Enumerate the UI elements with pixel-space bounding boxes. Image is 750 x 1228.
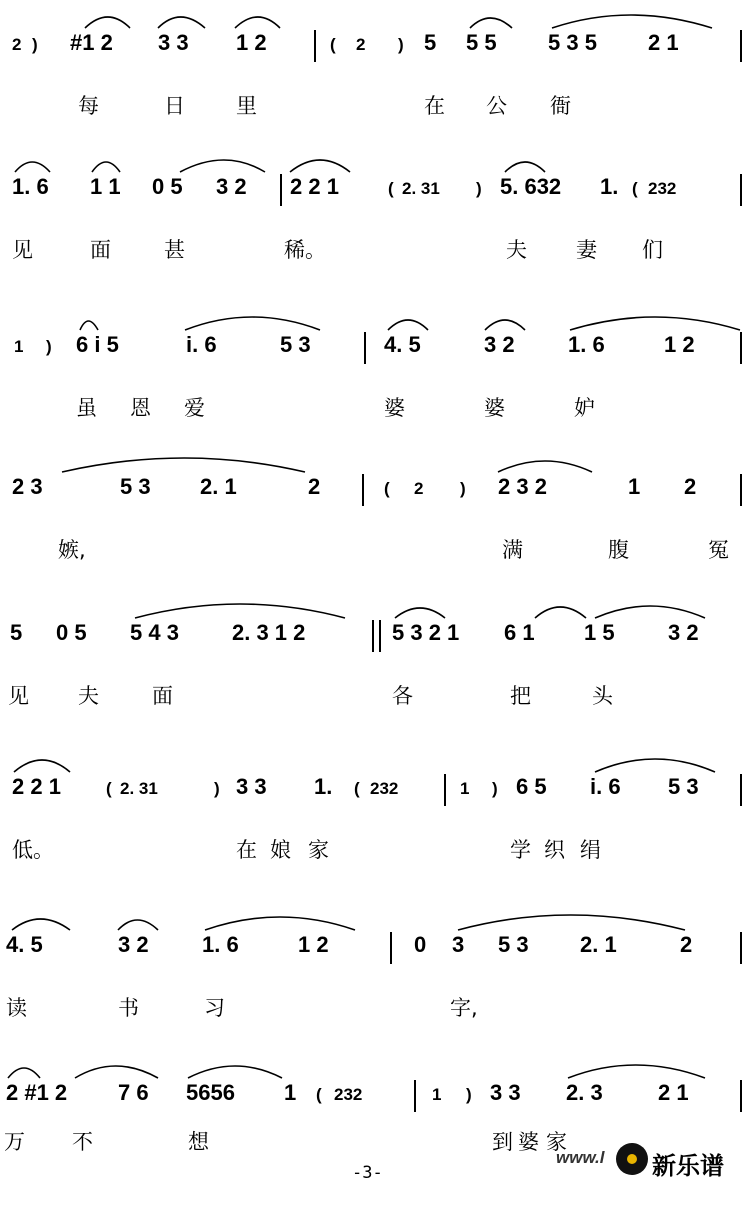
barline bbox=[740, 932, 742, 964]
barline bbox=[280, 174, 282, 206]
lyric: 见 bbox=[12, 238, 33, 262]
note-group: 2. 3 bbox=[566, 1080, 603, 1105]
note-group: 2 1 bbox=[648, 30, 679, 55]
lyric: 习 bbox=[204, 996, 225, 1020]
note: 1 bbox=[628, 474, 641, 499]
note-group: 5 3 2 1 bbox=[392, 620, 460, 645]
note: 1 bbox=[432, 1085, 442, 1104]
lyric: 家 bbox=[308, 838, 329, 862]
watermark-url: www.l bbox=[556, 1148, 605, 1167]
lyric: 虽 bbox=[76, 396, 97, 420]
note: 1 bbox=[284, 1080, 297, 1105]
note-group: 4. 5 bbox=[384, 332, 421, 357]
bracket-open: ( bbox=[330, 35, 336, 54]
lyric: 读 bbox=[6, 996, 27, 1020]
note-group: 6 i 5 bbox=[76, 332, 119, 357]
note-group: 2. 31 bbox=[120, 779, 158, 798]
note-group: 3 3 bbox=[158, 30, 189, 55]
slur-marks bbox=[0, 1052, 750, 1082]
bracket-close: ) bbox=[476, 179, 482, 198]
lyric: 甚 bbox=[164, 238, 185, 262]
barline bbox=[314, 30, 316, 62]
note-group: 5 3 bbox=[668, 774, 699, 799]
note-group: 2 2 1 bbox=[12, 774, 61, 799]
lyric: 各 bbox=[392, 684, 413, 708]
barline bbox=[364, 332, 366, 364]
note-group: 1. 6 bbox=[12, 174, 49, 199]
lyric: 头 bbox=[592, 684, 613, 708]
bracket-open: ( bbox=[354, 779, 360, 798]
lyric: 字, bbox=[450, 996, 478, 1020]
page-number: -3- bbox=[352, 1163, 383, 1183]
note-group: 1 5 bbox=[584, 620, 615, 645]
lyric: 里 bbox=[236, 94, 257, 118]
lyric: 冤 bbox=[708, 538, 729, 562]
note: 2 bbox=[356, 35, 366, 54]
note-group: i. 6 bbox=[590, 774, 621, 799]
note-group: 4. 5 bbox=[6, 932, 43, 957]
note-group: 1 2 bbox=[236, 30, 267, 55]
note-group: 6 5 bbox=[516, 774, 547, 799]
note: 2 bbox=[308, 474, 321, 499]
note: 3 bbox=[452, 932, 465, 957]
bracket-close: ) bbox=[32, 35, 38, 54]
bracket-close: ) bbox=[398, 35, 404, 54]
lyric: 把 bbox=[510, 684, 531, 708]
note-group: 5 3 5 bbox=[548, 30, 597, 55]
barline bbox=[390, 932, 392, 964]
note-group: 5. 632 bbox=[500, 174, 562, 199]
barline bbox=[740, 1080, 742, 1112]
note: 1 bbox=[14, 337, 24, 356]
note-group: 2. 1 bbox=[580, 932, 617, 957]
barline bbox=[740, 30, 742, 62]
note-group: 232 bbox=[648, 179, 677, 198]
notation-row bbox=[0, 1078, 750, 1118]
bracket-close: ) bbox=[214, 779, 220, 798]
lyric: 书 bbox=[118, 996, 139, 1020]
lyric: 婆 bbox=[484, 396, 505, 420]
note-group: 5 3 bbox=[280, 332, 311, 357]
note-group: 7 6 bbox=[118, 1080, 149, 1105]
lyric: 每 bbox=[78, 94, 99, 118]
lyric: 学 bbox=[510, 838, 531, 862]
lyric: 嫉, bbox=[58, 538, 86, 562]
note-group: 1 1 bbox=[90, 174, 121, 199]
lyric: 妒 bbox=[574, 396, 595, 420]
barline bbox=[362, 474, 364, 506]
bracket-close: ) bbox=[492, 779, 498, 798]
lyric: 到 bbox=[492, 1130, 513, 1154]
lyric: 万 bbox=[4, 1130, 25, 1154]
score-system-2 bbox=[0, 172, 750, 322]
lyric: 绢 bbox=[580, 838, 601, 862]
lyric: 稀。 bbox=[284, 238, 326, 262]
bracket-open: ( bbox=[316, 1085, 322, 1104]
lyric: 想 bbox=[188, 1130, 209, 1154]
note-group: 3 2 bbox=[668, 620, 699, 645]
notation-row bbox=[0, 618, 750, 658]
barline bbox=[740, 174, 742, 206]
note-group: 1 2 bbox=[664, 332, 695, 357]
lyric: 日 bbox=[164, 94, 185, 118]
lyric: 在 bbox=[424, 94, 445, 118]
slur-marks bbox=[0, 904, 750, 934]
notation-row bbox=[0, 28, 750, 68]
note-group: 3 3 bbox=[490, 1080, 521, 1105]
barline bbox=[740, 332, 742, 364]
lyric: 们 bbox=[642, 238, 663, 262]
note-group: 2. 3 1 2 bbox=[232, 620, 306, 645]
note-group: 2 1 bbox=[658, 1080, 689, 1105]
bracket-open: ( bbox=[388, 179, 394, 198]
note-group: 5 5 bbox=[466, 30, 497, 55]
note-group: #1 2 bbox=[70, 30, 113, 55]
note-group: 2 3 2 bbox=[498, 474, 547, 499]
note-group: 1 2 bbox=[298, 932, 329, 957]
note-group: 232 bbox=[370, 779, 399, 798]
vinyl-record-icon bbox=[616, 1143, 648, 1175]
note: 1. bbox=[600, 174, 619, 199]
lyric: 织 bbox=[544, 838, 565, 862]
bracket-open: ( bbox=[384, 479, 390, 498]
note-group: 1. 6 bbox=[202, 932, 239, 957]
lyric: 婆 bbox=[384, 396, 405, 420]
note-group: 5 3 bbox=[498, 932, 529, 957]
barline bbox=[372, 620, 381, 652]
note-group: 1. 6 bbox=[568, 332, 605, 357]
barline bbox=[740, 774, 742, 806]
note-group: 0 5 bbox=[56, 620, 87, 645]
note-group: 5656 bbox=[186, 1080, 235, 1105]
lyric: 夫 bbox=[506, 238, 527, 262]
note: 5 bbox=[10, 620, 23, 645]
note: 2 bbox=[680, 932, 693, 957]
note-group: 5 4 3 bbox=[130, 620, 179, 645]
lyric: 满 bbox=[502, 538, 523, 562]
notation-row bbox=[0, 330, 750, 370]
lyric: 腹 bbox=[608, 538, 629, 562]
lyric: 衙 bbox=[550, 94, 571, 118]
note: 2 bbox=[12, 35, 22, 54]
note: 2 bbox=[684, 474, 697, 499]
lyric: 见 bbox=[8, 684, 29, 708]
note-group: 2 #1 2 bbox=[6, 1080, 68, 1105]
lyric: 在 bbox=[236, 838, 257, 862]
slur-marks bbox=[0, 746, 750, 776]
note-group: i. 6 bbox=[186, 332, 217, 357]
note-group: 2 2 1 bbox=[290, 174, 339, 199]
notation-row bbox=[0, 772, 750, 812]
note-group: 5 3 bbox=[120, 474, 151, 499]
notation-row bbox=[0, 472, 750, 512]
note-group: 2 3 bbox=[12, 474, 43, 499]
site-logo-text: 新乐谱 bbox=[652, 1152, 724, 1180]
lyric: 家 bbox=[546, 1130, 567, 1154]
bracket-open: ( bbox=[106, 779, 112, 798]
note-group: 2. 31 bbox=[402, 179, 440, 198]
note: 1. bbox=[314, 774, 333, 799]
note-group: 0 5 bbox=[152, 174, 183, 199]
lyric: 面 bbox=[152, 684, 173, 708]
note-group: 3 2 bbox=[216, 174, 247, 199]
note-group: 232 bbox=[334, 1085, 363, 1104]
notation-row bbox=[0, 930, 750, 970]
note-group: 3 2 bbox=[118, 932, 149, 957]
lyric: 婆 bbox=[518, 1130, 539, 1154]
lyric: 夫 bbox=[78, 684, 99, 708]
notation-row bbox=[0, 172, 750, 212]
bracket-close: ) bbox=[460, 479, 466, 498]
lyric: 妻 bbox=[576, 238, 597, 262]
lyric: 公 bbox=[486, 94, 507, 118]
bracket-close: ) bbox=[466, 1085, 472, 1104]
note-group: 3 2 bbox=[484, 332, 515, 357]
lyric: 娘 bbox=[270, 838, 291, 862]
note: 5 bbox=[424, 30, 437, 55]
lyric: 低。 bbox=[12, 838, 54, 862]
note: 1 bbox=[460, 779, 470, 798]
note-group: 3 3 bbox=[236, 774, 267, 799]
note-group: 2. 1 bbox=[200, 474, 237, 499]
bracket-close: ) bbox=[46, 337, 52, 356]
note: 0 bbox=[414, 932, 427, 957]
lyric: 恩 bbox=[130, 396, 151, 420]
lyric: 爱 bbox=[184, 396, 205, 420]
lyric: 不 bbox=[72, 1130, 93, 1154]
barline bbox=[414, 1080, 416, 1112]
barline bbox=[740, 474, 742, 506]
barline bbox=[444, 774, 446, 806]
score-system-6 bbox=[0, 772, 750, 922]
slur-marks bbox=[0, 592, 750, 622]
note-group: 6 1 bbox=[504, 620, 535, 645]
bracket-open: ( bbox=[632, 179, 638, 198]
note: 2 bbox=[414, 479, 424, 498]
lyric: 面 bbox=[90, 238, 111, 262]
